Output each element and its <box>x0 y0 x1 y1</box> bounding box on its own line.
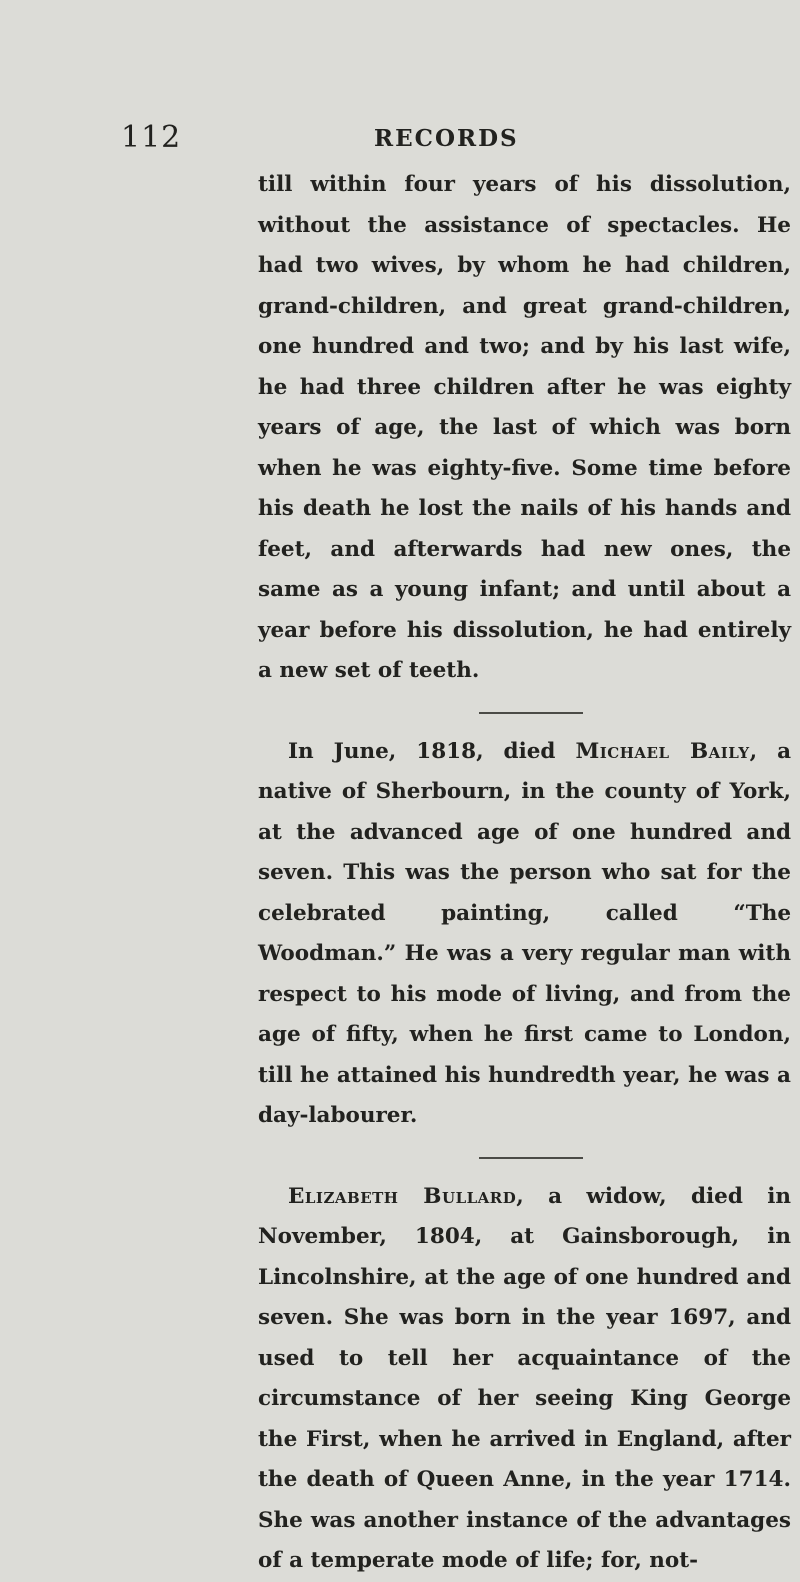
paragraph-2-text: , a native of Sherbourn, in the county of York, at the advanced age of one hundred and seven. This was the person who sat for the celebrated painting, called “The Woodman.” He was a very regular man with respect to his mode of living, and from the age of fifty, when he first came to London, till he attained his hundredth year, he was a day-labourer. <box>258 738 792 1128</box>
page-header <box>0 118 800 168</box>
page-body <box>258 165 791 1582</box>
person-name-elizabeth-bullard: Elizabeth Bullard <box>288 1183 517 1209</box>
paragraph-1: till within four years of his dissolution, without the assistance of spectacles. He had two wives, by whom he had children, grand-children, and great grand-children, one hundred and two; and by his last wife, he had three children after he was eighty years of age, the last of which was born when he was eighty-five. Some time before his death he lost the nails of his hands and feet, and afterwards had new ones, the same as a young infant; and until about a year before his dissolution, he had entirely a new set of teeth. <box>258 172 791 683</box>
section-divider <box>479 712 583 714</box>
running-head: RECORDS <box>374 125 519 152</box>
paragraph-2 <box>258 732 791 1137</box>
page-number: 112 <box>121 120 182 155</box>
paragraph-3 <box>258 1177 791 1582</box>
paragraph-2-prefix: In June, 1818, died <box>288 738 576 764</box>
section-divider <box>479 1157 583 1159</box>
paragraph-3-text: , a widow, died in November, 1804, at Gainsborough, in Lincolnshire, at the age of one hundred and seven. She was born in the year 1697, and used to tell her acquaintance of the circumstance of her seeing King George the First, when he arrived in England, after the death of Queen Anne, in the year 1714. She was another instance of the advantages of a temperate mode of life; for, not- <box>258 1183 792 1573</box>
person-name-michael-baily: Michael Baily <box>575 738 750 764</box>
